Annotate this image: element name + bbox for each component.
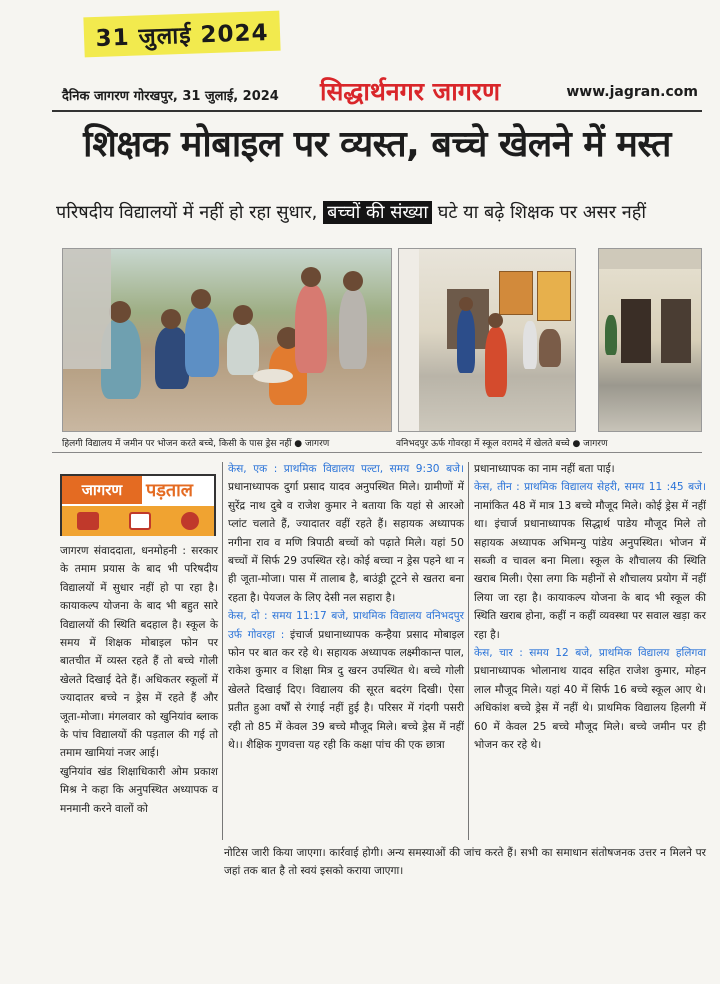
- article-column-1: [60, 542, 218, 818]
- article-column-3: [474, 460, 706, 755]
- case2-label: केस, दो : समय 11:17 बजे, प्राथमिक विद्यालय वनिभदपुर उर्फ गोवरहा :: [228, 610, 464, 641]
- col3-lead: प्रधानाध्यापक का नाम नहीं बता पाई।: [474, 463, 615, 475]
- case3-label: केस, तीन : प्राथमिक विद्यालय सेहरी, समय 11 :45 बजे।: [474, 481, 706, 494]
- case1-label: केस, एक : प्राथमिक विद्यालय पल्टा, समय 9:30 बजे।: [228, 463, 464, 475]
- article-column-2: [228, 460, 464, 755]
- subhead-part2: घटे या बढ़े शिक्षक पर असर नहीं: [437, 202, 647, 223]
- col1-paragraph-1: जागरण संवाददाता, धनमोहनी : सरकार के तमाम प्रयास के बाद भी परिषदीय विद्यालयों में सुधार नहीं हो पा रहा है। कायाकल्प योजना के बाद भी बहुत सारे विद्यालयों की स्थिति बदहाल है। स्कूल के समय में शिक्षक मोबाइल फोन पर बातचीत में व्यस्त रहते हैं तो बच्चे गोली खेलते दिखाई देते हैं। अधिकतर स्कूलों में ज्यादातर बच्चे न ड्रेस में रहते हैं और जूता-मोजा। मंगलवार को खुनियांव ब्लाक के पांच विद्यालयों की पड़ताल की गई तो तमाम खामियां नजर आई।: [60, 545, 218, 760]
- closing-note: नोटिस जारी किया जाएगा। कार्रवाई होगी। अन्य समस्याओं की जांच करते हैं। सभी का समाधान संतोषजनक उत्तर न मिलने पर जहां तक बात है तो स्वयं इसको कराया जाएगा।: [224, 847, 706, 877]
- subhead-part1: परिषदीय विद्यालयों में नहीं हो रहा सुधार,: [56, 202, 318, 223]
- column-divider-2: [468, 462, 469, 840]
- section-rule: [52, 452, 702, 453]
- masthead-edition-title: सिद्धार्थनगर जागरण: [320, 77, 501, 106]
- case4-label: केस, चार : समय 12 बजे, प्राथमिक विद्यालय हलिगवा: [474, 647, 706, 660]
- magnifier-icon: [181, 512, 199, 530]
- case1-text: प्रधानाध्यापक दुर्गा प्रसाद यादव अनुपस्थित मिले। ग्रामीणों में सुरेंद्र नाथ दुबे व राजेश कुमार ने बताया कि यहां से आरओ प्लांट चलाते हैं, ज्यादातर वहीं रहते हैं। सहायक अध्यापक नगीना राव व मणि त्रिपाठी बच्चों को पढ़ाते मिले। यहां 50 बच्चों में सिर्फ 29 उपस्थित रहे। कोई बच्चा न ड्रेस पहने था न ही जूता-मोजा। पास में तालाब है, बाउंड्री टूटने से खतरा बना रहता है। पेयजल के लिए देसी नल सहारा है।: [228, 481, 464, 604]
- case4-text: प्रधानाध्यापक भोलानाथ यादव सहित राजेश कुमार, मोहन लाल मौजूद मिले। यहां 40 में सिर्फ 16 बच्चे स्कूल आए थे। अधिकांश बच्चे ड्रेस में नहीं थे। प्राथमिक विद्यालय हिलगी में 60 में केवल 25 बच्चे मौजूद मिले। बच्चे जमीन पर ही भोजन कर रहे थे।: [474, 665, 706, 752]
- photo-children-eating: [62, 248, 392, 432]
- masthead-website: www.jagran.com: [566, 84, 698, 100]
- masthead-rule: [52, 110, 702, 112]
- masthead: [58, 74, 698, 108]
- logo-word: पड़ताल: [146, 480, 193, 501]
- subheadline: [56, 198, 706, 228]
- photo1-caption: हिलगी विद्यालय में जमीन पर भोजन करते बच्चे, किसी के पास ड्रेस नहीं ● जागरण: [62, 439, 330, 449]
- masthead-dateline: दैनिक जागरण गोरखपुर, 31 जुलाई, 2024: [62, 89, 279, 104]
- photo-school-veranda: [398, 248, 576, 432]
- photo2-caption: वनिभदपुर ऊर्फ गोवरहा में स्कूल वरामदे में खेलते बच्चे ● जागरण: [396, 439, 608, 449]
- headline: शिक्षक मोबाइल पर व्यस्त, बच्चे खेलने में मस्त: [83, 124, 671, 165]
- logo-brand: जागरण: [62, 476, 142, 504]
- case3-text: नामांकित 48 में मात्र 13 बच्चे मौजूद मिले। कोई ड्रेस में नहीं था। इंचार्ज प्रधानाध्यापक सिद्धार्थ पाडेय मौजूद मिले तो सहायक अध्यापक अभिमन्यु पांडेय अनुपस्थित। भोजन में सब्जी व चावल बना मिला। स्कूल के शौचालय की स्थिति खराब मिली। ऐसा लगा कि महीनों से शौचालय प्रयोग में नहीं लिया जा रहा है। कायाकल्प योजना के बाद भी स्कूल की स्थिति खराब होना, कहीं न कहीं व्यवस्था पर सवाल खड़ा कर रहा है।: [474, 499, 706, 641]
- school-icon: [77, 512, 99, 530]
- book-icon: [129, 512, 151, 530]
- case2-text: इंचार्ज प्रधानाध्यापक कन्हैया प्रसाद मोबाइल फोन पर बात कर रहे थे। सहायक अध्यापक लक्ष्मीकान्त पाल, राकेश कुमार व शिक्षा मित्र दु खरन उपस्थित थे। बच्चे गोली खेलते दिखाई दिए। विद्यालय की सूरत बदरंग दिखी। ऐसा प्रतीत हुआ वर्षों से रंगाई नहीं हुई है। परिसर में गंदगी पसरी रही तो 85 में केवल 39 बच्चे मौजूद मिले। बच्चे ड्रेस में नहीं थे।। शैक्षिक गुणवत्ता यह रही कि कक्षा पांच की एक छात्रा: [228, 628, 465, 752]
- col1-paragraph-2: खुनियांव खंड शिक्षाधिकारी ओम प्रकाश मिश्र ने कहा कि अनुपस्थित अध्यापक व मनमानी करने वालों को: [60, 765, 218, 815]
- subhead-highlight: बच्चों की संख्या: [323, 201, 432, 224]
- jagran-padtal-logo: [60, 474, 216, 536]
- column-divider-1: [222, 462, 223, 840]
- photo-school-corridor: [598, 248, 702, 432]
- date-tag: 31 जुलाई 2024: [83, 11, 280, 58]
